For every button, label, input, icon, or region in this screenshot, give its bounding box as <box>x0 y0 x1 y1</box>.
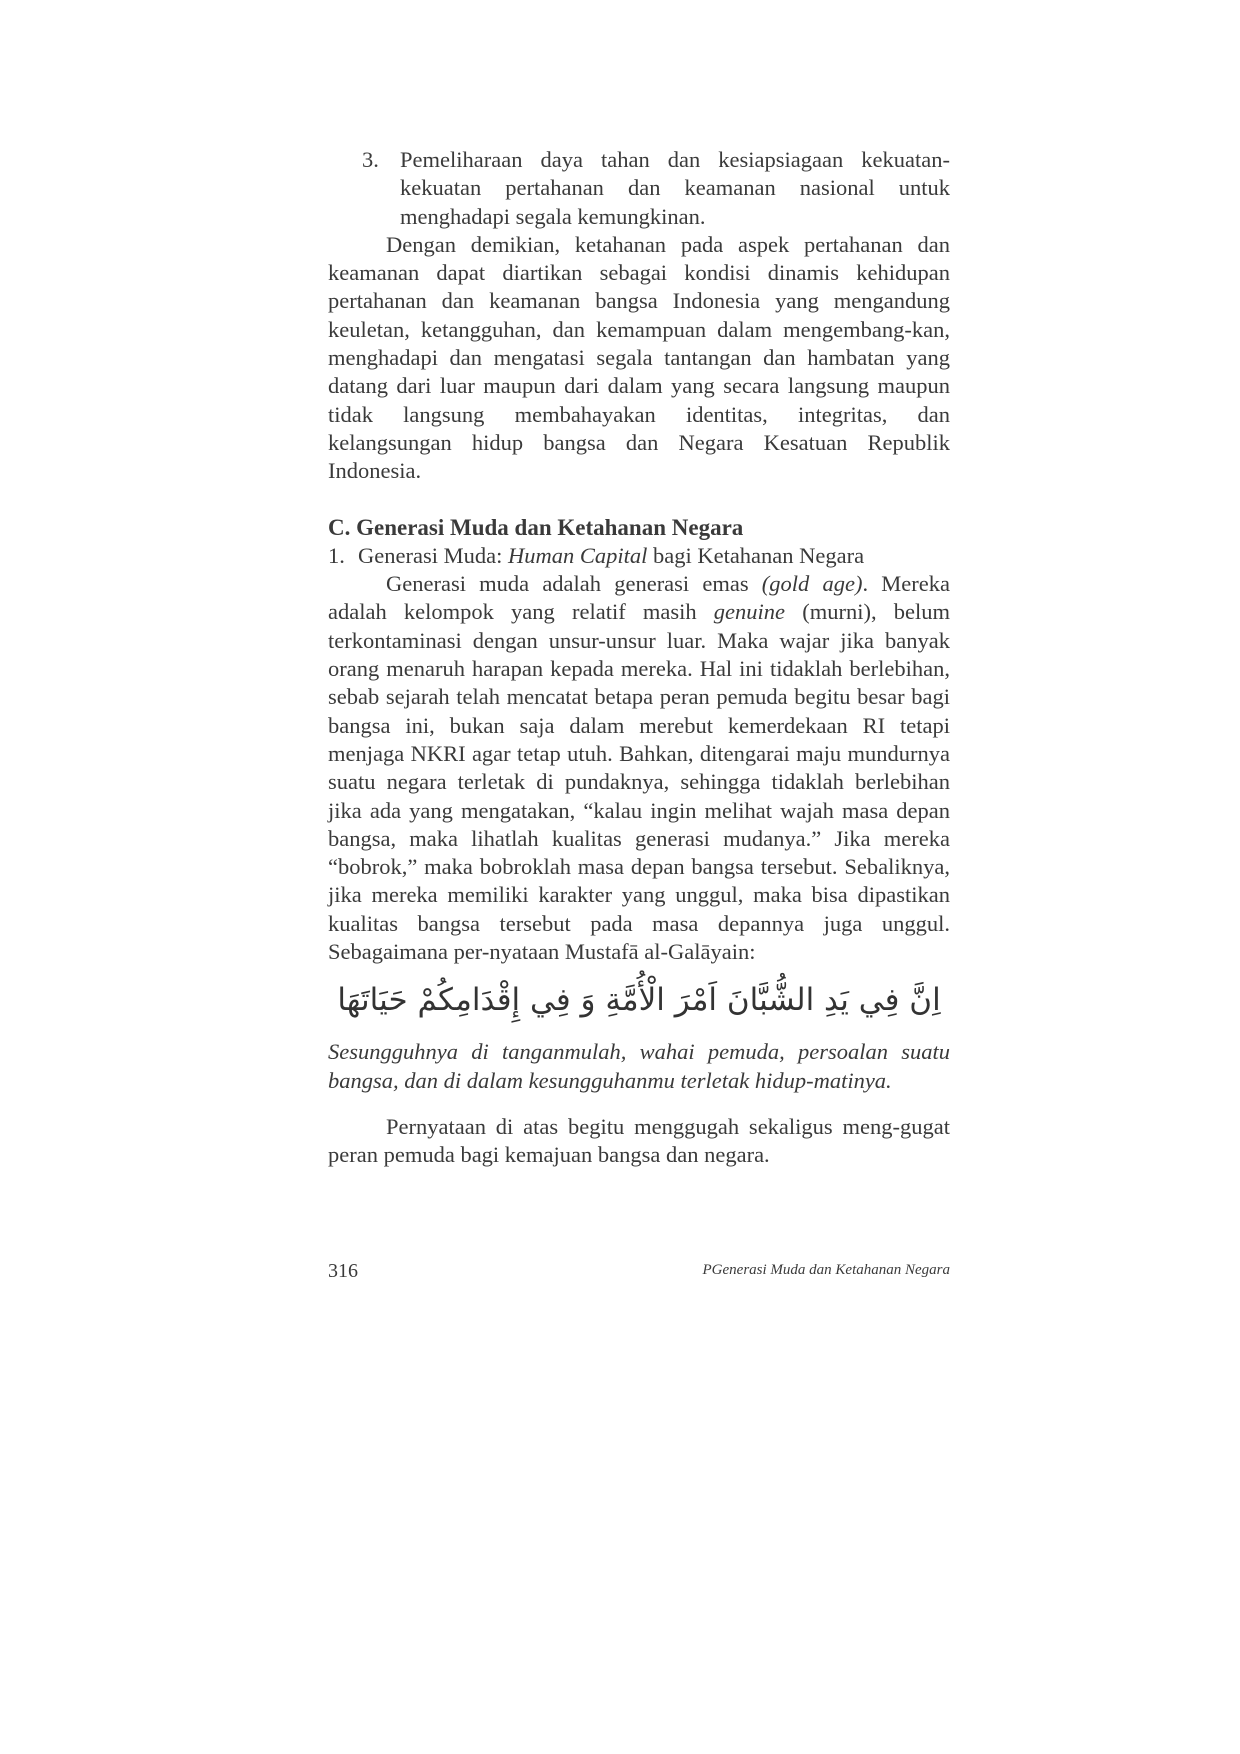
running-title: PGenerasi Muda dan Ketahanan Negara <box>702 1262 950 1278</box>
page-footer <box>328 1260 950 1286</box>
subsection-italic: Human Capital <box>507 542 648 568</box>
p2-text-c: (murni), belum terkontaminasi dengan unsur-unsur luar. Maka wajar jika banyak orang menaruh harapan kepada mereka. Hal ini tidaklah berlebihan, sebab sejarah telah mencatat betapa peran pemuda begitu besar bagi bangsa ini, bukan saja dalam merebut kemerdekaan RI tetapi menjaga NKRI agar tetap utuh. Bahkan, ditengarai maju mundurnya suatu negara terletak di pundaknya, sehingga tidaklah berlebihan jika ada yang mengatakan, “kalau ingin melihat wajah masa depan bangsa, maka lihatlah kualitas generasi mudanya.” Jika mereka “bobrok,” maka bobroklah masa depan bangsa tersebut. Sebaliknya, jika mereka memiliki karakter yang unggul, maka bisa dipastikan kualitas bangsa tersebut pada masa depannya juga unggul. Sebagaimana per-nyataan Mustafā al-Galāyain: <box>328 599 950 965</box>
page-number: 316 <box>328 1260 358 1282</box>
subsection-number: 1. <box>328 542 345 568</box>
paragraph-young-generation <box>328 570 950 966</box>
paragraph-defense-resilience: Dengan demikian, ketahanan pada aspek pertahanan dan keamanan dapat diartikan sebagai kondisi dinamis kehidupan pertahanan dan keamanan bangsa Indonesia yang mengandung keuletan, ketangguhan, dan kemampuan dalam mengembang-kan, menghadapi dan mengatasi segala tantangan dan hambatan yang datang dari luar maupun dari dalam yang secara langsung maupun tidak langsung membahayakan identitas, integritas, dan kelangsungan hidup bangsa dan Negara Kesatuan Republik Indonesia. <box>328 231 950 484</box>
list-number: 3. <box>362 147 379 172</box>
p2-text-a: Generasi muda adalah generasi emas <box>386 571 762 597</box>
list-text: Pemeliharaan daya tahan dan kesiapsiagaan kekuatan-kekuatan pertahanan dan keamanan nasional untuk menghadapi segala kemungkinan. <box>400 147 950 229</box>
section-heading: C. Generasi Muda dan Ketahanan Negara <box>328 514 744 540</box>
p2-italic-gold-age: (gold age) <box>761 571 863 597</box>
p2-italic-genuine: genuine <box>713 599 786 625</box>
subsection-text-before: Generasi Muda: <box>358 542 508 568</box>
p2-text-b: . Mereka adalah kelompok yang relatif masih <box>328 571 950 625</box>
subsection-text-after: bagi Ketahanan Negara <box>647 542 865 568</box>
list-item <box>362 146 950 231</box>
quote-translation: Sesungguhnya di tanganmulah, wahai pemuda, persoalan suatu bangsa, dan di dalam kesungguhanmu terletak hidup-matinya. <box>328 1039 950 1093</box>
page-content <box>328 146 950 1170</box>
subsection-heading <box>328 542 950 570</box>
paragraph-closing: Pernyataan di atas begitu menggugah sekaligus meng-gugat peran pemuda bagi kemajuan bangsa dan negara. <box>328 1113 950 1168</box>
arabic-quote: اِنَّ فِي يَدِ الشُّبَّانَ اَمْرَ الْأُمَّةِ وَ فِي إِقْدَامِكُمْ حَيَاتَهَا <box>337 982 941 1019</box>
